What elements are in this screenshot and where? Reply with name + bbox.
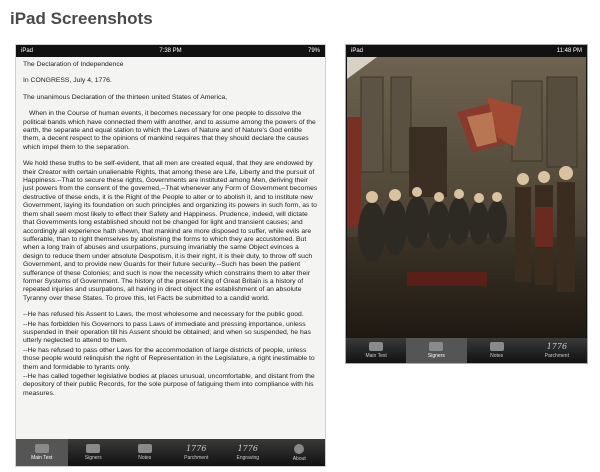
tab-about[interactable] xyxy=(274,439,326,466)
clock: 7:38 PM xyxy=(159,48,182,54)
notes-icon xyxy=(138,444,152,453)
tab-main-text[interactable] xyxy=(346,338,406,363)
tab-label: Parchment xyxy=(544,353,569,359)
page-title: iPad Screenshots xyxy=(10,9,153,28)
tab-label: About xyxy=(292,455,306,462)
tab-notes[interactable] xyxy=(467,338,527,363)
signers-icon xyxy=(429,342,443,351)
tab-parchment[interactable] xyxy=(527,338,587,363)
document-text[interactable] xyxy=(16,57,325,439)
tab-label: Signers xyxy=(427,353,445,359)
grievance-item: --He has refused his Assent to Laws, the most wholesome and necessary for the public good. xyxy=(23,311,304,319)
painting-illustration xyxy=(347,57,586,338)
tab-label: Main Text xyxy=(365,353,387,359)
tab-label: Engraving xyxy=(236,455,259,461)
document-subtitle: The unanimous Declaration of the thirteen united States of America, xyxy=(23,93,228,101)
document-icon xyxy=(35,444,49,453)
tab-label: Main Text xyxy=(31,455,53,461)
battery-label: 79% xyxy=(307,48,320,54)
status-bar xyxy=(16,45,325,57)
carrier-label: iPad xyxy=(21,48,34,54)
clock: 11:48 PM xyxy=(556,48,582,54)
document-icon xyxy=(369,342,383,351)
tab-main-text[interactable] xyxy=(16,439,68,466)
grievance-item: --He has refused to pass other Laws for the accommodation of large districts of people, unless those people would relinquish the right of Representation in the Legislature, a right inestimable to them and formidable to tyrants only. xyxy=(23,346,315,371)
tab-label: Parchment xyxy=(184,455,209,461)
tab-label: Signers xyxy=(84,455,102,461)
document-paragraph: When in the Course of human events, it becomes necessary for one people to dissolve the political bands which have connected them with another, and to assume among the powers of the earth, the separate and equal station to which the Laws of Nature and of Nature's God entitle them, a decent respect to the opinions of mankind requires that they should declare the causes which impel them to the separation. xyxy=(23,110,316,151)
carrier-label: iPad xyxy=(351,48,364,54)
tab-bar xyxy=(16,439,325,466)
signature-icon: 1776 xyxy=(237,444,258,453)
signers-icon xyxy=(86,444,100,453)
tab-label: Notes xyxy=(490,353,504,359)
signature-icon: 1776 xyxy=(186,444,207,453)
document-paragraph: We hold these truths to be self-evident, that all men are created equal, that they are endowed by their Creator with certain unalienable Rights, that among these are Life, Liberty and the pursuit of Happiness.--That to secure these rights, Governments are instituted among Men, deriving their just powers from the consent of the governed,--That whenever any Form of Government becomes destructive of these ends, it is the Right of the People to alter or to abolish it, and to institute new Government, laying its foundation on such principles and organizing its powers in such form, as to them shall seem most likely to effect their Safety and Happiness. Prudence, indeed, will dictate that Governments long established should not be changed for light and transient causes; and accordingly all experience hath shewn, that mankind are more disposed to suffer, while evils are sufferable, than to right themselves by abolishing the forms to which they are accustomed. But when a long train of abuses and usurpations, pursuing invariably the same Object evinces a design to reduce them under absolute Despotism, it is their right, it is their duty, to throw off such Government, and to provide new Guards for their future security.--Such has been the patient sufferance of these Colonies; and such is now the necessity which constrains them to alter their former Systems of Government. The history of the present King of Great Britain is a history of repeated injuries and usurpations, all having in direct object the establishment of an absolute Tyranny over these States. To prove this, let Facts be submitted to a candid world. xyxy=(23,160,318,302)
notes-icon xyxy=(490,342,504,351)
tab-label: Notes xyxy=(138,455,152,461)
tab-notes[interactable] xyxy=(119,439,171,466)
document-congress-line: In CONGRESS, July 4, 1776. xyxy=(23,77,112,85)
signature-icon: 1776 xyxy=(546,342,568,351)
grievance-item: --He has forbidden his Governors to pass Laws of immediate and pressing importance, unless suspended in their operation till his Assent should be obtained; and when so suspended, he has utterly neglected to attend to them. xyxy=(23,320,311,345)
tab-engraving[interactable] xyxy=(222,439,274,466)
declaration-painting-image[interactable] xyxy=(347,57,586,338)
grievance-item: --He has called together legislative bodies at places unusual, uncomfortable, and distant from the depository of their public Records, for the sole purpose of fatiguing them into compliance with his measures. xyxy=(23,373,315,397)
about-icon xyxy=(294,444,304,454)
document-title: The Declaration of Independence xyxy=(23,61,124,68)
status-bar xyxy=(346,45,587,57)
grievance-list xyxy=(23,311,318,398)
ipad-text-screenshot xyxy=(15,44,326,467)
tab-signers[interactable] xyxy=(68,439,120,466)
tab-signers[interactable] xyxy=(406,338,466,363)
tab-parchment[interactable] xyxy=(171,439,223,466)
tab-bar xyxy=(346,338,587,363)
ipad-painting-screenshot xyxy=(345,44,588,364)
